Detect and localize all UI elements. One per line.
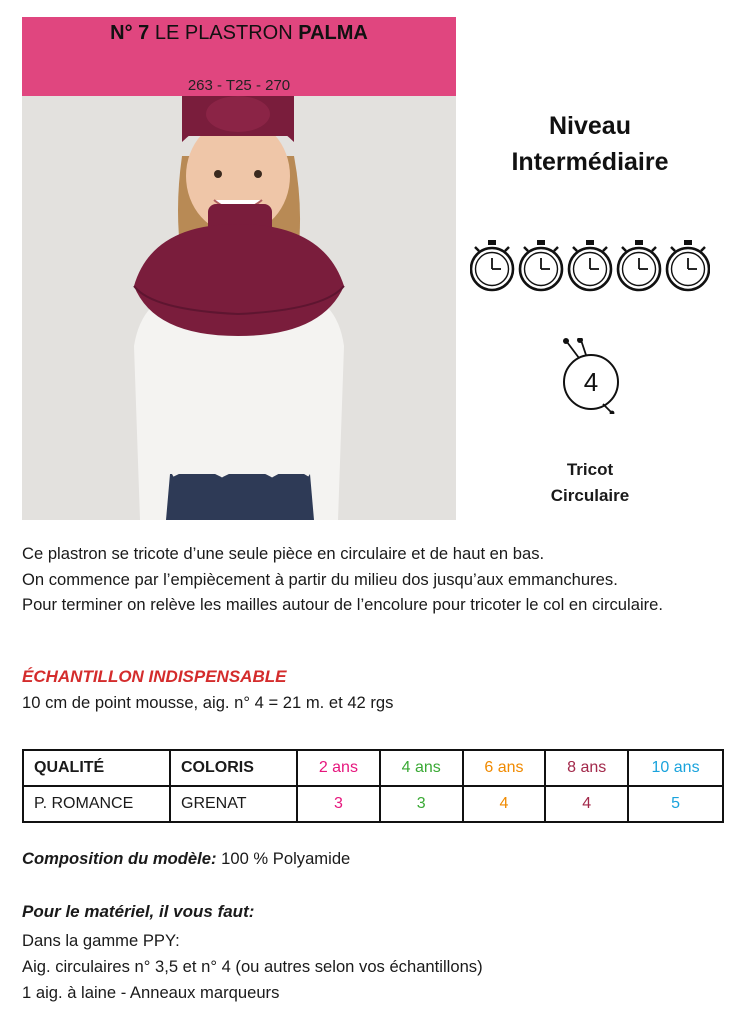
- header-size-2: 2 ans: [297, 750, 380, 786]
- stopwatch-icon: [618, 240, 660, 290]
- header-color: COLORIS: [170, 750, 297, 786]
- level-line2: Intermédiaire: [511, 148, 669, 176]
- materials-line2: Aig. circulaires n° 3,5 et n° 4 (ou autres selon vos échantillons): [22, 957, 483, 976]
- description-line2: On commence par l’empiècement à partir du milieu dos jusqu’aux emmanchures.: [22, 569, 618, 589]
- description-line1: Ce plastron se tricote d’une seule pièce en circulaire et de haut en bas.: [22, 544, 545, 563]
- cell-qty-2: 3: [297, 786, 380, 822]
- technique-line1: Tricot: [566, 460, 614, 479]
- quantities-table: [22, 749, 724, 823]
- needle-left-icon: [567, 342, 579, 358]
- level-line1: Niveau: [549, 112, 631, 140]
- reference-codes: 263 - T25 - 270: [187, 77, 291, 94]
- model-illustration: [22, 96, 456, 520]
- header-size-8: 8 ans: [545, 750, 628, 786]
- pattern-title: [22, 21, 456, 45]
- description-line3: Pour terminer on relève les mailles autour de l’encolure pour tricoter le col en circulaire.: [22, 595, 663, 614]
- title-banner: [22, 17, 456, 96]
- pattern-number: N° 7: [110, 22, 150, 44]
- stopwatch-icon: [520, 240, 562, 290]
- cell-quality: P. ROMANCE: [23, 786, 170, 822]
- table-row: [23, 786, 723, 822]
- level-label: [462, 108, 718, 180]
- pattern-title-prefix: LE PLASTRON: [154, 22, 293, 44]
- cell-color: GRENAT: [170, 786, 297, 822]
- technique-line2: Circulaire: [550, 486, 630, 505]
- composition-label: Composition du modèle:: [22, 849, 217, 868]
- cell-qty-8: 4: [545, 786, 628, 822]
- stopwatch-icon: [667, 240, 709, 290]
- technique-label: [500, 457, 680, 509]
- composition: [22, 849, 350, 869]
- pattern-description: [22, 541, 722, 618]
- materials-heading: Pour le matériel, il vous faut:: [22, 902, 255, 921]
- materials-list: [22, 928, 483, 1006]
- difficulty-timers: [470, 237, 710, 295]
- cell-qty-6: 4: [463, 786, 546, 822]
- sample-text: 10 cm de point mousse, aig. n° 4 = 21 m. et 42 rgs: [22, 693, 394, 712]
- pattern-name: PALMA: [298, 22, 368, 44]
- header-quality: QUALITÉ: [23, 750, 170, 786]
- table-header-row: [23, 750, 723, 786]
- sample-heading: ÉCHANTILLON INDISPENSABLE: [22, 667, 287, 686]
- needle-size-icon: [555, 338, 625, 414]
- header-size-4: 4 ans: [380, 750, 463, 786]
- materials-line3: 1 aig. à laine - Anneaux marqueurs: [22, 983, 280, 1002]
- needle-size-number: 4: [583, 367, 599, 397]
- stopwatch-icon: [471, 240, 513, 290]
- materials-line1: Dans la gamme PPY:: [22, 931, 180, 950]
- stopwatch-icon: [569, 240, 611, 290]
- model-photo: [22, 96, 456, 520]
- cell-qty-10: 5: [628, 786, 723, 822]
- header-size-6: 6 ans: [463, 750, 546, 786]
- composition-value: 100 % Polyamide: [221, 849, 351, 868]
- cell-qty-4: 3: [380, 786, 463, 822]
- header-size-10: 10 ans: [628, 750, 723, 786]
